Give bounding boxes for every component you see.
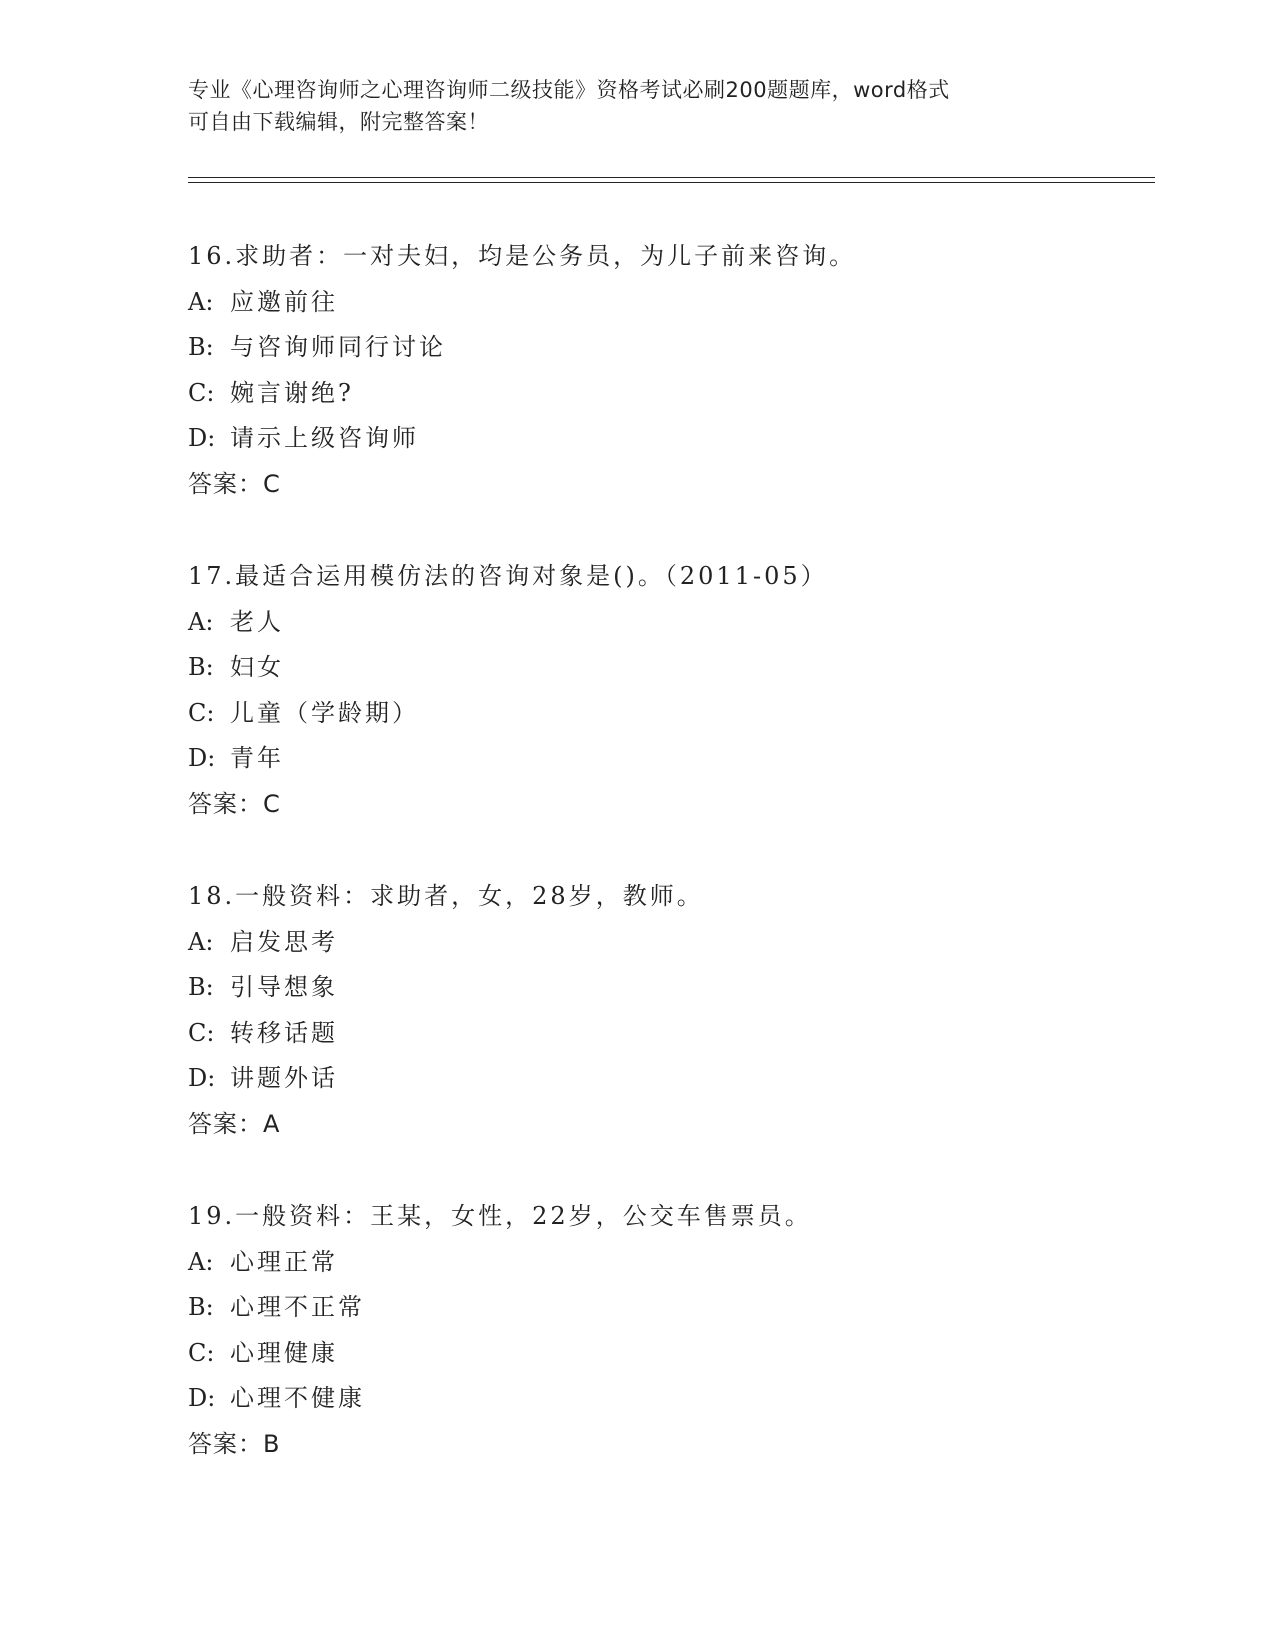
option-b bbox=[188, 965, 1148, 1011]
option-d bbox=[188, 1376, 1148, 1422]
option-text: 应邀前往 bbox=[230, 287, 338, 316]
option-text: 婉言谢绝? bbox=[230, 378, 354, 407]
answer: 答案：B bbox=[188, 1429, 281, 1458]
option-key: C: bbox=[188, 378, 215, 407]
option-text: 转移话题 bbox=[230, 1018, 338, 1047]
option-a bbox=[188, 1240, 1148, 1286]
question-18 bbox=[188, 874, 1148, 1147]
option-text: 心理健康 bbox=[230, 1338, 338, 1367]
option-text: 心理不健康 bbox=[230, 1384, 365, 1412]
option-key: A: bbox=[188, 287, 214, 316]
option-text: 心理不正常 bbox=[230, 1293, 365, 1321]
option-key: C: bbox=[188, 1018, 215, 1047]
option-d bbox=[188, 416, 1148, 462]
question-16 bbox=[188, 234, 1148, 507]
option-a bbox=[188, 600, 1148, 646]
header-title-line-2: 可自由下载编辑，附完整答案！ bbox=[188, 110, 489, 134]
option-text: 心理正常 bbox=[230, 1247, 338, 1276]
question-stem: 17.最适合运用模仿法的咨询对象是()。（2011-05） bbox=[188, 562, 828, 590]
option-text: 讲题外话 bbox=[230, 1064, 338, 1092]
option-key: D: bbox=[188, 744, 216, 772]
option-key: D: bbox=[188, 1064, 216, 1092]
question-stem: 18.一般资料：求助者，女，28岁，教师。 bbox=[188, 882, 704, 910]
option-key: B: bbox=[188, 1293, 214, 1321]
option-key: D: bbox=[188, 1384, 216, 1412]
option-key: B: bbox=[188, 333, 214, 361]
question-17 bbox=[188, 554, 1148, 827]
option-text: 儿童（学龄期） bbox=[230, 698, 419, 727]
option-a bbox=[188, 920, 1148, 966]
header-divider-bottom bbox=[188, 182, 1155, 183]
document-header bbox=[188, 74, 1088, 138]
option-key: D: bbox=[188, 424, 216, 452]
option-key: C: bbox=[188, 698, 215, 727]
header-title-line-1: 专业《心理咨询师之心理咨询师二级技能》资格考试必刷200题题库，word格式 bbox=[188, 78, 950, 102]
option-key: B: bbox=[188, 973, 214, 1001]
answer: 答案：C bbox=[188, 789, 281, 818]
option-text: 请示上级咨询师 bbox=[230, 424, 419, 452]
answer: 答案：A bbox=[188, 1109, 281, 1138]
option-d bbox=[188, 1056, 1148, 1102]
option-text: 青年 bbox=[230, 744, 284, 772]
option-c bbox=[188, 691, 1148, 737]
option-key: A: bbox=[188, 927, 214, 956]
option-key: B: bbox=[188, 653, 214, 681]
question-19 bbox=[188, 1194, 1148, 1467]
answer: 答案：C bbox=[188, 469, 281, 498]
option-c bbox=[188, 1331, 1148, 1377]
question-stem: 19.一般资料：王某，女性，22岁，公交车售票员。 bbox=[188, 1202, 812, 1230]
option-text: 与咨询师同行讨论 bbox=[230, 333, 446, 361]
option-b bbox=[188, 645, 1148, 691]
option-key: A: bbox=[188, 607, 214, 636]
option-text: 引导想象 bbox=[230, 973, 338, 1001]
option-text: 妇女 bbox=[230, 653, 284, 681]
option-d bbox=[188, 736, 1148, 782]
header-divider-top bbox=[188, 177, 1155, 178]
option-b bbox=[188, 325, 1148, 371]
option-key: A: bbox=[188, 1247, 214, 1276]
option-a bbox=[188, 280, 1148, 326]
question-stem: 16.求助者：一对夫妇，均是公务员，为儿子前来咨询。 bbox=[188, 242, 857, 270]
option-key: C: bbox=[188, 1338, 215, 1367]
option-text: 老人 bbox=[230, 607, 284, 636]
option-b bbox=[188, 1285, 1148, 1331]
option-c bbox=[188, 371, 1148, 417]
option-text: 启发思考 bbox=[230, 927, 338, 956]
option-c bbox=[188, 1011, 1148, 1057]
